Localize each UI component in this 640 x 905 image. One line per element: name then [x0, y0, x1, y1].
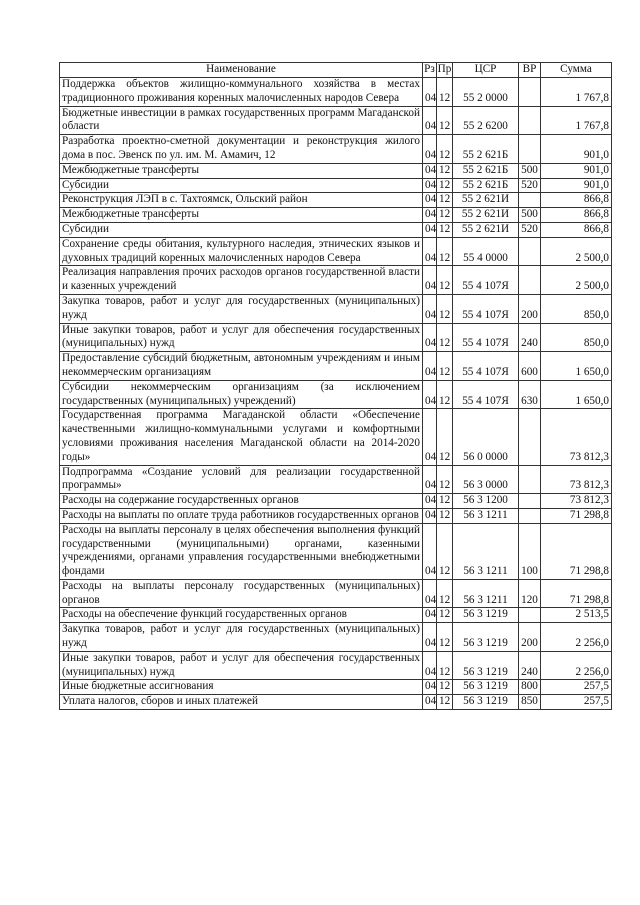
cell-pr: 12	[437, 323, 453, 352]
cell-sum: 73 812,3	[541, 494, 612, 509]
cell-name: Расходы на содержание государственных органов	[60, 494, 423, 509]
cell-sum: 850,0	[541, 294, 612, 323]
cell-csr: 56 3 1211	[453, 523, 519, 579]
cell-vr	[519, 465, 541, 494]
table-row	[60, 523, 612, 579]
cell-sum: 850,0	[541, 323, 612, 352]
cell-name: Сохранение среды обитания, культурного наследия, этнических языков и духовных традиций коренных малочисленных народов Севера	[60, 237, 423, 266]
cell-vr: 520	[519, 178, 541, 193]
cell-sum: 1 767,8	[541, 106, 612, 135]
cell-csr: 55 4 107Я	[453, 294, 519, 323]
cell-sum: 73 812,3	[541, 465, 612, 494]
cell-csr: 56 3 1219	[453, 608, 519, 623]
cell-csr: 55 2 621И	[453, 222, 519, 237]
cell-vr: 240	[519, 651, 541, 680]
cell-sum: 866,8	[541, 193, 612, 208]
cell-vr	[519, 78, 541, 107]
cell-name: Субсидии	[60, 178, 423, 193]
cell-rz: 04	[423, 178, 437, 193]
table-row	[60, 208, 612, 223]
table-row	[60, 135, 612, 164]
cell-name: Расходы на выплаты персоналу в целях обеспечения выполнения функций государственными (муниципальными) органами, казенными учреждениями, органами управления государственными внебюджетными фондами	[60, 523, 423, 579]
cell-pr: 12	[437, 78, 453, 107]
cell-csr: 56 3 1219	[453, 695, 519, 710]
cell-vr: 100	[519, 523, 541, 579]
cell-vr	[519, 494, 541, 509]
table-row	[60, 651, 612, 680]
cell-sum: 901,0	[541, 135, 612, 164]
table-row	[60, 294, 612, 323]
cell-sum: 866,8	[541, 222, 612, 237]
cell-pr: 12	[437, 135, 453, 164]
cell-pr: 12	[437, 651, 453, 680]
cell-name: Подпрограмма «Создание условий для реализации государственной программы»	[60, 465, 423, 494]
cell-csr: 55 4 107Я	[453, 323, 519, 352]
header-csr: ЦСР	[453, 63, 519, 78]
cell-sum: 1 650,0	[541, 352, 612, 381]
cell-vr	[519, 409, 541, 465]
table-row	[60, 608, 612, 623]
table-row	[60, 695, 612, 710]
cell-sum: 71 298,8	[541, 523, 612, 579]
cell-pr: 12	[437, 409, 453, 465]
table-row	[60, 163, 612, 178]
table-row	[60, 380, 612, 409]
cell-pr: 12	[437, 208, 453, 223]
cell-vr: 520	[519, 222, 541, 237]
cell-name: Бюджетные инвестиции в рамках государственных программ Магаданской области	[60, 106, 423, 135]
cell-name: Иные закупки товаров, работ и услуг для обеспечения государственных (муниципальных) нужд	[60, 651, 423, 680]
cell-name: Иные бюджетные ассигнования	[60, 680, 423, 695]
cell-name: Закупка товаров, работ и услуг для государственных (муниципальных) нужд	[60, 294, 423, 323]
cell-sum: 1 650,0	[541, 380, 612, 409]
cell-name: Субсидии	[60, 222, 423, 237]
cell-rz: 04	[423, 695, 437, 710]
table-row	[60, 680, 612, 695]
cell-rz: 04	[423, 294, 437, 323]
cell-pr: 12	[437, 193, 453, 208]
cell-rz: 04	[423, 494, 437, 509]
cell-name: Межбюджетные трансферты	[60, 163, 423, 178]
table-row	[60, 323, 612, 352]
cell-name: Предоставление субсидий бюджетным, автономным учреждениям и иным некоммерческим организациям	[60, 352, 423, 381]
cell-name: Расходы на выплаты по оплате труда работников государственных органов	[60, 508, 423, 523]
cell-csr: 56 0 0000	[453, 409, 519, 465]
header-name: Наименование	[60, 63, 423, 78]
table-row	[60, 352, 612, 381]
cell-name: Уплата налогов, сборов и иных платежей	[60, 695, 423, 710]
table-header	[60, 63, 612, 78]
cell-csr: 55 4 0000	[453, 237, 519, 266]
cell-rz: 04	[423, 651, 437, 680]
cell-sum: 866,8	[541, 208, 612, 223]
cell-rz: 04	[423, 579, 437, 608]
table-row	[60, 409, 612, 465]
cell-rz: 04	[423, 193, 437, 208]
cell-vr: 800	[519, 680, 541, 695]
cell-vr: 500	[519, 163, 541, 178]
table-row	[60, 266, 612, 295]
cell-sum: 2 500,0	[541, 266, 612, 295]
cell-csr: 56 3 1211	[453, 579, 519, 608]
cell-name: Расходы на выплаты персоналу государственных (муниципальных) органов	[60, 579, 423, 608]
cell-vr: 850	[519, 695, 541, 710]
cell-pr: 12	[437, 695, 453, 710]
table-row	[60, 106, 612, 135]
cell-name: Реализация направления прочих расходов органов государственной власти и казенных учреждений	[60, 266, 423, 295]
cell-pr: 12	[437, 380, 453, 409]
cell-rz: 04	[423, 680, 437, 695]
cell-vr	[519, 508, 541, 523]
cell-name: Субсидии некоммерческим организациям (за исключением государственных (муниципальных) учреждений)	[60, 380, 423, 409]
cell-pr: 12	[437, 266, 453, 295]
cell-sum: 73 812,3	[541, 409, 612, 465]
cell-name: Расходы на обеспечение функций государственных органов	[60, 608, 423, 623]
cell-rz: 04	[423, 163, 437, 178]
header-sum: Сумма	[541, 63, 612, 78]
table-row	[60, 178, 612, 193]
cell-csr: 55 2 6200	[453, 106, 519, 135]
cell-rz: 04	[423, 352, 437, 381]
cell-pr: 12	[437, 508, 453, 523]
cell-csr: 55 2 0000	[453, 78, 519, 107]
cell-csr: 56 3 1219	[453, 680, 519, 695]
table-row	[60, 465, 612, 494]
cell-pr: 12	[437, 237, 453, 266]
cell-pr: 12	[437, 294, 453, 323]
cell-pr: 12	[437, 178, 453, 193]
cell-name: Поддержка объектов жилищно-коммунального хозяйства в местах традиционного проживания коренных малочисленных народов Севера	[60, 78, 423, 107]
cell-name: Межбюджетные трансферты	[60, 208, 423, 223]
cell-csr: 55 2 621Б	[453, 135, 519, 164]
cell-sum: 71 298,8	[541, 508, 612, 523]
cell-csr: 55 2 621Б	[453, 163, 519, 178]
cell-csr: 56 3 1200	[453, 494, 519, 509]
cell-name: Закупка товаров, работ и услуг для государственных (муниципальных) нужд	[60, 623, 423, 652]
cell-sum: 2 256,0	[541, 651, 612, 680]
table-row	[60, 193, 612, 208]
cell-vr	[519, 135, 541, 164]
cell-rz: 04	[423, 106, 437, 135]
header-rz: Рз	[423, 63, 437, 78]
header-vr: ВР	[519, 63, 541, 78]
cell-rz: 04	[423, 608, 437, 623]
cell-pr: 12	[437, 352, 453, 381]
cell-csr: 55 4 107Я	[453, 380, 519, 409]
cell-sum: 901,0	[541, 163, 612, 178]
table-body	[60, 78, 612, 710]
cell-rz: 04	[423, 266, 437, 295]
cell-pr: 12	[437, 106, 453, 135]
cell-vr: 200	[519, 294, 541, 323]
cell-csr: 55 4 107Я	[453, 352, 519, 381]
cell-vr: 120	[519, 579, 541, 608]
cell-pr: 12	[437, 163, 453, 178]
cell-name: Разработка проектно-сметной документации и реконструкция жилого дома в пос. Эвенск по ул. им. М. Амамич, 12	[60, 135, 423, 164]
cell-name: Реконструкция ЛЭП в с. Тахтоямск, Ольский район	[60, 193, 423, 208]
cell-csr: 56 3 1211	[453, 508, 519, 523]
cell-pr: 12	[437, 680, 453, 695]
table-row	[60, 494, 612, 509]
cell-name: Иные закупки товаров, работ и услуг для обеспечения государственных (муниципальных) нужд	[60, 323, 423, 352]
table-row	[60, 222, 612, 237]
header-pr: Пр	[437, 63, 453, 78]
cell-rz: 04	[423, 465, 437, 494]
cell-sum: 1 767,8	[541, 78, 612, 107]
cell-csr: 55 4 107Я	[453, 266, 519, 295]
cell-vr: 200	[519, 623, 541, 652]
budget-table	[59, 62, 612, 710]
cell-rz: 04	[423, 409, 437, 465]
cell-pr: 12	[437, 579, 453, 608]
cell-pr: 12	[437, 222, 453, 237]
cell-rz: 04	[423, 222, 437, 237]
cell-pr: 12	[437, 608, 453, 623]
cell-sum: 2 500,0	[541, 237, 612, 266]
cell-vr: 630	[519, 380, 541, 409]
cell-csr: 56 3 0000	[453, 465, 519, 494]
cell-sum: 2 513,5	[541, 608, 612, 623]
cell-vr: 600	[519, 352, 541, 381]
table-row	[60, 579, 612, 608]
cell-pr: 12	[437, 623, 453, 652]
cell-vr: 500	[519, 208, 541, 223]
cell-rz: 04	[423, 623, 437, 652]
cell-rz: 04	[423, 208, 437, 223]
cell-vr: 240	[519, 323, 541, 352]
cell-vr	[519, 193, 541, 208]
cell-rz: 04	[423, 523, 437, 579]
header-row	[60, 63, 612, 78]
cell-rz: 04	[423, 135, 437, 164]
cell-sum: 2 256,0	[541, 623, 612, 652]
cell-csr: 55 2 621Б	[453, 178, 519, 193]
cell-csr: 56 3 1219	[453, 651, 519, 680]
cell-vr	[519, 237, 541, 266]
cell-vr	[519, 106, 541, 135]
cell-sum: 71 298,8	[541, 579, 612, 608]
table-row	[60, 623, 612, 652]
cell-rz: 04	[423, 380, 437, 409]
cell-pr: 12	[437, 523, 453, 579]
cell-rz: 04	[423, 237, 437, 266]
cell-sum: 257,5	[541, 695, 612, 710]
cell-csr: 56 3 1219	[453, 623, 519, 652]
cell-vr	[519, 266, 541, 295]
cell-pr: 12	[437, 494, 453, 509]
cell-vr	[519, 608, 541, 623]
cell-rz: 04	[423, 323, 437, 352]
cell-rz: 04	[423, 508, 437, 523]
cell-sum: 257,5	[541, 680, 612, 695]
cell-rz: 04	[423, 78, 437, 107]
table-row	[60, 78, 612, 107]
cell-sum: 901,0	[541, 178, 612, 193]
cell-pr: 12	[437, 465, 453, 494]
cell-csr: 55 2 621И	[453, 193, 519, 208]
cell-csr: 55 2 621И	[453, 208, 519, 223]
cell-name: Государственная программа Магаданской области «Обеспечение качественными жилищно-коммунальными услугами и комфортными условиями проживания населения Магаданской области на 2014-2020 годы»	[60, 409, 423, 465]
table-row	[60, 508, 612, 523]
table-row	[60, 237, 612, 266]
